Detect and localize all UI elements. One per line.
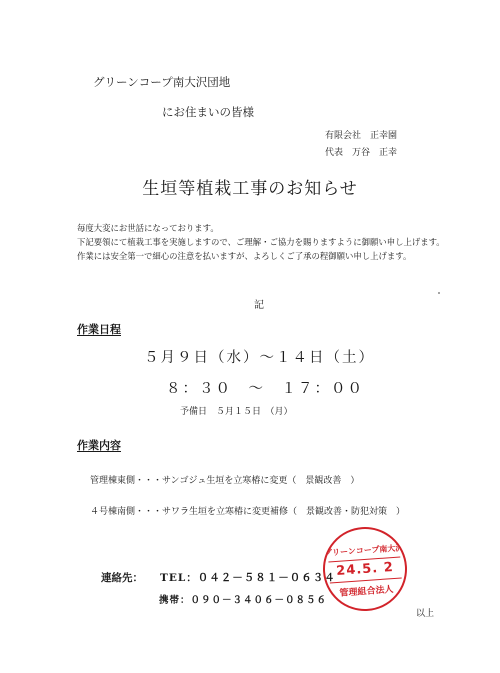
body-paragraph-1: 毎度大変にお世話になっております。 <box>77 223 219 233</box>
association-date-stamp <box>320 524 410 614</box>
addressee-line2: にお住まいの皆様 <box>162 105 254 119</box>
addressee-line1: グリーンコープ南大沢団地 <box>93 75 231 89</box>
document-title: 生垣等植栽工事のお知らせ <box>142 179 358 199</box>
schedule-times: ８：３０ ～ １７：００ <box>166 381 364 397</box>
schedule-heading: 作業日程 <box>77 323 121 336</box>
stamp-association-name: グリーンコープ南大沢 <box>323 543 404 558</box>
body-paragraph-2: 下記要領にて植栽工事を実施しますので、ご理解・ご協力を賜りますように御願い申し上げます。 作業には安全第一で細心の注意を払いますが、よろしくご了承の程御願い申し上げます。 <box>77 237 449 261</box>
sender-representative: 代表 万谷 正幸 <box>325 148 398 158</box>
body-text <box>77 221 447 263</box>
schedule-dates: ５月９日（水）～１４日（土） <box>144 350 375 366</box>
ki-marker: 記 <box>254 300 264 311</box>
work-heading: 作業内容 <box>77 439 121 452</box>
contact-label: 連絡先： <box>101 572 143 584</box>
contact-mobile: 携帯：０９０－３４０６－０８５６ <box>159 595 328 606</box>
sender-company: 有限会社 正幸園 <box>325 131 398 141</box>
schedule-spare-day: 予備日 ５月１５日 （月） <box>180 407 293 417</box>
work-item-1: 管理棟東側・・・サンゴジュ生垣を立寒椿に変更（ 景観改善 ） <box>90 476 360 486</box>
closing-mark: 以上 <box>416 609 435 619</box>
contact-tel: TEL：０４２－５８１－０６３４ <box>160 572 336 584</box>
stamp-organization-type: 管理組合法人 <box>339 585 394 599</box>
scan-speck <box>438 292 440 294</box>
stamp-date: 24.5. 2 <box>335 560 395 579</box>
work-item-2: ４号棟南側・・・サワラ生垣を立寒椿に変更補修（ 景観改善・防犯対策 ） <box>90 507 406 517</box>
